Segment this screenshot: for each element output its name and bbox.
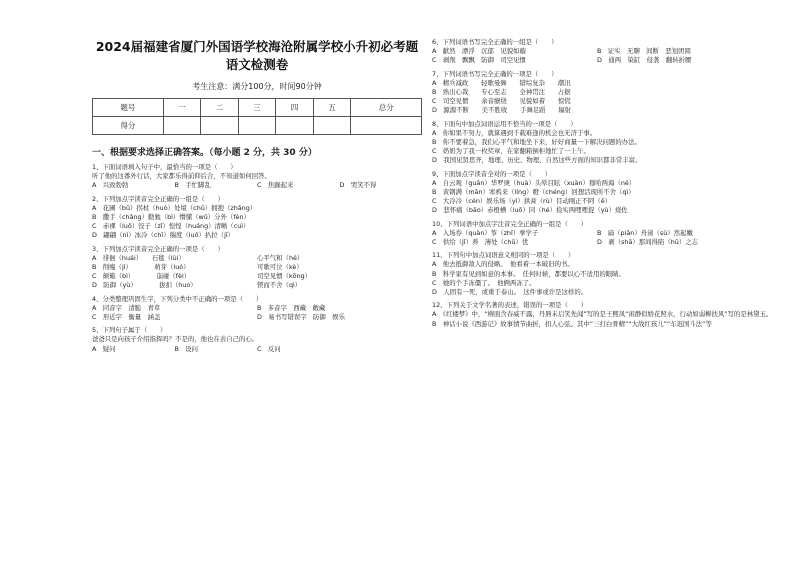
- answer-option[interactable]: 司空见惯（kōng）: [257, 272, 312, 281]
- answer-option[interactable]: A 疑问: [92, 344, 116, 353]
- question-stem: 7、下列词语书写完全正确的一项是（ ）: [432, 69, 558, 78]
- answer-option[interactable]: A 《红楼梦》中，“柳面含春威不露，丹唇未启笑先闻”写的是王熙凤“闲静似娇花照水，行动如弱柳扶风”写的是林黛玉。: [432, 310, 773, 319]
- score-cell[interactable]: [351, 117, 422, 135]
- score-table-header-row: [93, 99, 422, 117]
- score-header-cell: 总分: [351, 99, 422, 117]
- answer-option[interactable]: B 撒手（chǎng）勤勉（bì）懵懂（wǔ）分外（fèn）: [92, 213, 250, 222]
- answer-option[interactable]: A 献然 漂浮 沉郁 见貌如璇: [432, 47, 526, 56]
- option-list: [92, 304, 422, 322]
- answer-option[interactable]: C 形近字 衡量 涵盖: [92, 313, 161, 322]
- question-stem: 9、下面加点字读音全对的一项是（ ）: [432, 169, 552, 178]
- answer-option[interactable]: D 防御（yù） 拔扣（huo）: [92, 281, 197, 290]
- option-list: [92, 204, 422, 241]
- question: [432, 220, 762, 248]
- score-header-cell: 一: [163, 99, 201, 117]
- score-header-cell: 五: [313, 99, 351, 117]
- option-list: [92, 254, 422, 291]
- question: [92, 245, 422, 291]
- question: [432, 251, 762, 297]
- question: [432, 38, 762, 66]
- answer-option[interactable]: D 易书写错误字 防御 娱乐: [257, 313, 345, 322]
- answer-option[interactable]: B 熟出心裁 专心至志 全神贯注 占据: [432, 88, 571, 97]
- answer-option[interactable]: C 奶奶为了我一枚奖章，在家翻箱倒柜地忙了一上午。: [432, 147, 590, 156]
- page-title: 2024届福建省厦门外国语学校海沧附属学校小升初必考题语文检测卷: [95, 39, 419, 72]
- answer-option[interactable]: C 大冷冷（cén）娱乐场（yì）拱膏（rù）目动刚正不阿（ē）: [432, 197, 612, 206]
- question-stem: 12、下列关于文学名著的表述，错误的一项是（ ）: [432, 301, 588, 310]
- option-list: [432, 47, 762, 65]
- answer-option[interactable]: C 赤裸（luǒ）饺子（zǐ）惶惶（huáng）清晰（cuì）: [92, 222, 250, 231]
- answer-option[interactable]: [340, 345, 423, 354]
- score-cell[interactable]: [313, 117, 351, 135]
- answer-option[interactable]: D 源源不断 美不胜收 手舞足蹈 辐射: [432, 106, 572, 115]
- answer-option[interactable]: 锲而不舍（qì）: [257, 281, 302, 290]
- answer-option[interactable]: B 手忙脚乱: [174, 181, 211, 190]
- score-table-score-row: [93, 117, 422, 135]
- option-list: [432, 229, 762, 247]
- answer-option[interactable]: C 反问: [257, 344, 281, 353]
- question-passage: 听了他的这番外行话，大家都乐得前仰后合，不知道如何回答。: [92, 172, 271, 181]
- question-stem: 4、分类整理巩固生字，下列分类中不正确的一项是（ ）: [92, 294, 263, 303]
- answer-option[interactable]: B 设问: [174, 344, 199, 353]
- question-stem: 10、下列词语中加点字注音完全正确的一组是（ ）: [432, 219, 588, 228]
- question: [92, 326, 422, 354]
- answer-option[interactable]: C 颠簸（bì） 崩碰（fèi）: [92, 272, 191, 281]
- answer-option[interactable]: D 我国见贤思齐，地理、历史、物理、自然这些方面的知识都非常丰富。: [432, 156, 642, 165]
- answer-option[interactable]: C 剥削 飘飘 防御 司空见惯: [432, 56, 526, 65]
- answer-option[interactable]: D 悲怀痛（bāo）赤橙槽（luō）同（hé）捡实两哩哩捉（yù）烧佐: [432, 206, 628, 215]
- score-row-label: 得分: [93, 117, 164, 135]
- answer-option[interactable]: D 翩翩（nì）冰冷（chī）揣度（luǒ）扒拉（jī）: [92, 231, 235, 240]
- answer-option[interactable]: A 精兵减政 轻歌曼舞 错综复杂 潮汛: [432, 78, 571, 87]
- answer-option[interactable]: B 证实 无聊 间断 恶划团圆: [597, 47, 691, 56]
- answer-option[interactable]: B 科学家有见到如意的本事。 任何时候，都要以心不适用的眼睛。: [432, 269, 625, 278]
- option-list: [432, 260, 762, 297]
- answer-option[interactable]: D 通两 染缸 侵袭 翻转折腰: [597, 56, 692, 65]
- score-header-cell: 题号: [93, 99, 164, 117]
- score-cell[interactable]: [201, 117, 239, 135]
- answer-option[interactable]: B 你不要着急，我们心平气和地坐下来，好好商量一下解决问题的办法。: [432, 138, 641, 147]
- answer-option[interactable]: C 她的个手冻僵了。 他俩两冻了。: [432, 278, 536, 287]
- exam-info: 考生注意：满分100分，时间90分钟: [192, 82, 322, 91]
- answer-option[interactable]: B 扁（piān）舟涕（sù）然起嫩: [597, 228, 693, 237]
- option-list: [92, 181, 422, 190]
- answer-option[interactable]: A 你如果不努力，就算遇到千载难逢的机会也无济于事。: [432, 128, 597, 137]
- answer-option[interactable]: 可歌可泣（kè）: [257, 263, 303, 272]
- question: [432, 70, 762, 116]
- answer-option[interactable]: B 神话小说《西游记》故事情节曲折，扣人心弦。其中“三打白骨精”“大战红孩儿”“车迟国斗法”等: [432, 319, 712, 328]
- option-list: [432, 310, 773, 328]
- answer-option[interactable]: C 供给（jǐ）养 薄处（chǔ）优: [432, 238, 529, 247]
- section-heading: 一、根据要求选择正确答案。（每小题 2 分，共 30 分）: [92, 148, 317, 158]
- answer-option[interactable]: 心平气和（hé）: [257, 253, 304, 262]
- option-list: [432, 79, 762, 116]
- question-stem: 1、下面词语填入句子中，最恰当的一项是（ ）: [92, 163, 237, 171]
- left-question-list: [92, 163, 422, 354]
- question-stem: 3、下列加点字读音完全正确的一项是（ ）: [92, 244, 224, 253]
- question-stem: 2、下列加点字读音完全正确的一组是（ ）: [92, 194, 224, 203]
- question: [92, 295, 422, 323]
- score-cell[interactable]: [238, 117, 276, 135]
- question-stem: 5、下列句子属于（ ）: [92, 326, 167, 335]
- question: [432, 170, 762, 216]
- score-header-cell: 二: [201, 99, 239, 117]
- option-list: [432, 179, 762, 216]
- answer-option[interactable]: A 兴致勃勃: [92, 181, 129, 190]
- left-column: [92, 34, 422, 354]
- answer-option[interactable]: A 徘徊（huái） 石毯（lùi）: [92, 253, 185, 262]
- score-header-cell: 四: [276, 99, 314, 117]
- right-column: [432, 34, 773, 329]
- answer-option[interactable]: A 入场券（quàn）筝（zhǐ）拳学子: [432, 228, 539, 237]
- question: [92, 195, 422, 241]
- question-stem: 8、下面句中加点词语运用不恰当的一项是（ ）: [432, 119, 577, 128]
- question: [92, 163, 422, 191]
- question: [432, 120, 762, 166]
- option-list: [92, 345, 422, 354]
- answer-option[interactable]: B 多音字 西藏 敞藏: [257, 303, 326, 312]
- answer-option[interactable]: A 他去抵御敌人的侵略。 他看着一本破旧的书。: [432, 260, 574, 269]
- question-passage: 爸爸只是向孩子介绍指挥吗？不是的，他也在表自己的心。: [92, 335, 259, 344]
- score-cell[interactable]: [163, 117, 201, 135]
- answer-option[interactable]: A 同音字 清脆 青草: [92, 303, 161, 312]
- answer-option[interactable]: D 剥（shā）那间得陷（hū）之志: [597, 238, 699, 247]
- answer-option[interactable]: B 黄钢满（mān）寒鸦来（líng）瞪（chéng）回想活现所不舍（qì）: [432, 188, 635, 197]
- answer-option[interactable]: C 司空见惯 余音缭绕 见貌如着 惊慌: [432, 97, 571, 106]
- answer-option[interactable]: A 花圃（bǔ）拐杖（huò）处境（chǔ）拥抱（zhǎng）: [92, 203, 257, 212]
- answer-option[interactable]: D 哭笑不得: [339, 181, 377, 190]
- score-table: [92, 98, 422, 135]
- question-stem: 6、下列词语书写完全正确的一组是（ ）: [432, 38, 558, 46]
- answer-option[interactable]: B 削瘦（jì） 萌芽（luó）: [92, 263, 190, 272]
- question: [432, 301, 773, 329]
- answer-option[interactable]: D 人固有一死，或重于泰山。 这件事或许是这样的。: [432, 288, 588, 297]
- option-list: [432, 129, 762, 166]
- question-stem: 11、下列句中加点词语意义相同的一项是（ ）: [432, 251, 575, 260]
- score-cell[interactable]: [276, 117, 314, 135]
- right-question-list: [432, 38, 773, 329]
- answer-option[interactable]: A 自云观（guān）华罗庚（huà）头晕目眩（xuàn）穆哈两海（né）: [432, 178, 636, 187]
- score-header-cell: 三: [238, 99, 276, 117]
- answer-option[interactable]: C 焦躁起来: [257, 181, 294, 190]
